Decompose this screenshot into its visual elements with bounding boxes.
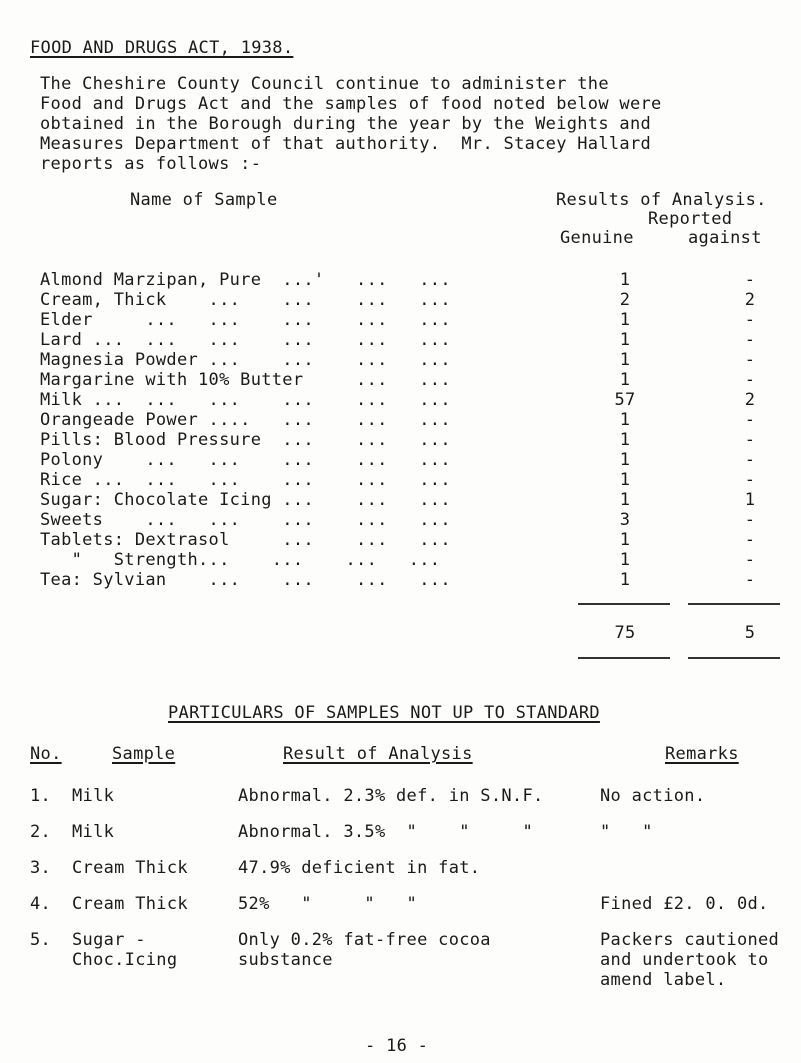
sample-name: Pills: Blood Pressure ... ... ... <box>40 430 451 450</box>
genuine-count: 1 <box>619 350 631 370</box>
genuine-count: 1 <box>619 530 631 550</box>
against-count: - <box>744 370 756 390</box>
total-genuine: 75 <box>614 623 636 643</box>
genuine-count: 1 <box>619 470 631 490</box>
col-header-sample: Sample <box>112 744 176 764</box>
col-header-result: Result of Analysis <box>283 744 473 764</box>
col-header-remarks: Remarks <box>665 744 739 764</box>
row-result: 47.9% deficient in fat. <box>238 858 481 878</box>
sample-name: Lard ... ... ... ... ... ... <box>40 330 451 350</box>
col-header-name: Name of Sample <box>130 190 278 210</box>
row-remarks: Fined £2. 0. 0d. <box>600 894 769 914</box>
against-count: - <box>744 410 756 430</box>
sample-name: Magnesia Powder ... ... ... ... <box>40 350 451 370</box>
sample-name: Cream, Thick ... ... ... ... <box>40 290 451 310</box>
genuine-count: 57 <box>614 390 636 410</box>
col-header-reported: Reported <box>648 209 733 229</box>
genuine-count: 1 <box>619 550 631 570</box>
row-sample: Cream Thick <box>72 858 188 878</box>
row-result: 52% " " " <box>238 894 418 914</box>
sample-name: Elder ... ... ... ... ... <box>40 310 451 330</box>
sample-name: Orangeade Power .... ... ... ... <box>40 410 451 430</box>
against-count: 1 <box>744 490 756 510</box>
intro-paragraph: The Cheshire County Council continue to administer the Food and Drugs Act and the samples of food noted below were obtained in the Borough during the year by the Weights and Measures Department of that authority. Mr. Stacey Hallard reports as follows :- <box>40 74 662 174</box>
genuine-count: 1 <box>619 330 631 350</box>
row-number: 3. <box>30 858 52 878</box>
against-count: - <box>744 570 756 590</box>
total-rule <box>688 657 780 659</box>
sample-name: Milk ... ... ... ... ... ... <box>40 390 451 410</box>
against-count: - <box>744 510 756 530</box>
against-count: 2 <box>744 390 756 410</box>
genuine-count: 1 <box>619 430 631 450</box>
against-count: - <box>744 470 756 490</box>
sample-name: " Strength... ... ... ... <box>40 550 441 570</box>
genuine-count: 2 <box>619 290 631 310</box>
row-result: Abnormal. 3.5% " " " <box>238 822 533 842</box>
row-sample: Milk <box>72 822 115 842</box>
total-against: 5 <box>744 623 756 643</box>
against-count: - <box>744 550 756 570</box>
sample-name: Margarine with 10% Butter ... ... <box>40 370 451 390</box>
against-count: 2 <box>744 290 756 310</box>
against-count: - <box>744 430 756 450</box>
genuine-count: 1 <box>619 410 631 430</box>
page-heading: FOOD AND DRUGS ACT, 1938. <box>30 38 294 58</box>
page-number: - 16 - <box>365 1036 429 1056</box>
section-title: PARTICULARS OF SAMPLES NOT UP TO STANDARD <box>168 703 600 723</box>
sample-name: Tablets: Dextrasol ... ... ... <box>40 530 451 550</box>
genuine-count: 1 <box>619 270 631 290</box>
genuine-count: 1 <box>619 450 631 470</box>
genuine-count: 1 <box>619 570 631 590</box>
row-result: Only 0.2% fat-free cocoa substance <box>238 930 491 970</box>
col-header-against: against <box>688 228 762 248</box>
row-number: 1. <box>30 786 52 806</box>
total-rule <box>578 657 670 659</box>
row-remarks: " " <box>600 822 653 842</box>
col-header-results: Results of Analysis. <box>556 190 767 210</box>
row-remarks: No action. <box>600 786 706 806</box>
row-sample: Cream Thick <box>72 894 188 914</box>
against-count: - <box>744 350 756 370</box>
row-remarks: Packers cautioned and undertook to amend label. <box>600 930 780 990</box>
sample-name: Almond Marzipan, Pure ...' ... ... <box>40 270 451 290</box>
sample-name: Polony ... ... ... ... ... <box>40 450 451 470</box>
row-number: 5. <box>30 930 52 950</box>
col-header-genuine: Genuine <box>560 228 634 248</box>
against-count: - <box>744 450 756 470</box>
sample-name: Rice ... ... ... ... ... ... <box>40 470 451 490</box>
row-sample: Milk <box>72 786 115 806</box>
row-number: 2. <box>30 822 52 842</box>
against-count: - <box>744 530 756 550</box>
sample-name: Sugar: Chocolate Icing ... ... ... <box>40 490 451 510</box>
against-count: - <box>744 310 756 330</box>
sample-name: Tea: Sylvian ... ... ... ... <box>40 570 451 590</box>
total-rule <box>578 603 670 605</box>
genuine-count: 1 <box>619 310 631 330</box>
genuine-count: 3 <box>619 510 631 530</box>
genuine-count: 1 <box>619 490 631 510</box>
against-count: - <box>744 330 756 350</box>
row-sample: Sugar - Choc.Icing <box>72 930 178 970</box>
row-result: Abnormal. 2.3% def. in S.N.F. <box>238 786 544 806</box>
total-rule <box>688 603 780 605</box>
sample-name: Sweets ... ... ... ... ... <box>40 510 451 530</box>
against-count: - <box>744 270 756 290</box>
genuine-count: 1 <box>619 370 631 390</box>
col-header-no: No. <box>30 744 62 764</box>
row-number: 4. <box>30 894 52 914</box>
